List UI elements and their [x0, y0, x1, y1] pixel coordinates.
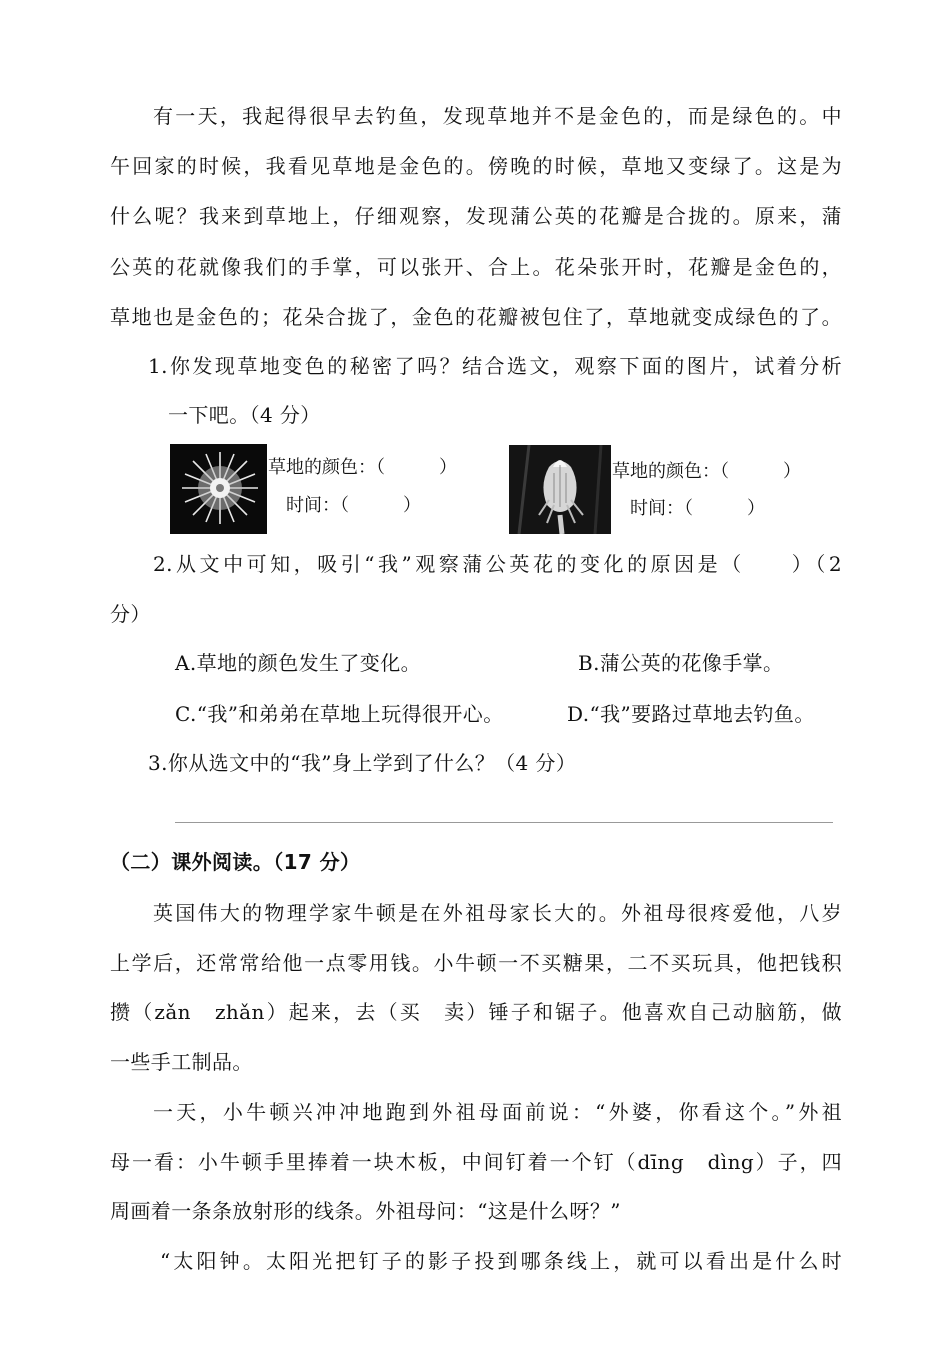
passage-line: 有一天，我起得很早去钓鱼，发现草地并不是金色的，而是绿色的。中	[153, 104, 842, 128]
option-c: C.“我”和弟弟在草地上玩得很开心。	[175, 702, 504, 726]
passage-line: 英国伟大的物理学家牛顿是在外祖母家长大的。外祖母很疼爱他，八岁	[153, 901, 842, 925]
passage-line: 午回家的时候，我看见草地是金色的。傍晚的时候，草地又变绿了。这是为	[110, 154, 842, 178]
passage-line: “太阳钟。太阳光把钉子的影子投到哪条线上，就可以看出是什么时	[160, 1249, 842, 1273]
passage-line: 上学后，还常常给他一点零用钱。小牛顿一不买糖果，二不买玩具，他把钱积	[110, 951, 842, 975]
time-blank-right: 时间：（ ）	[630, 498, 765, 519]
passage-line: 草地也是金色的；花朵合拢了，金色的花瓣被包住了，草地就变成绿色的了。	[110, 305, 842, 329]
answer-line	[175, 822, 833, 823]
passage-line: 攒（zǎn zhǎn）起来，去（买 卖）锤子和锯子。他喜欢自己动脑筋，做	[110, 1000, 842, 1024]
grass-color-blank-right: 草地的颜色：（ ）	[612, 461, 801, 482]
closed-dandelion-image	[509, 445, 611, 534]
option-b: B.蒲公英的花像手掌。	[578, 651, 784, 675]
open-dandelion-icon	[170, 444, 267, 534]
open-dandelion-image	[170, 444, 267, 534]
section-heading: （二）课外阅读。（17 分）	[110, 850, 361, 874]
option-d: D.“我”要路过草地去钓鱼。	[567, 702, 815, 726]
passage-line: 周画着一条条放射形的线条。外祖母问：“这是什么呀？”	[110, 1199, 621, 1223]
question-text: 3.你从选文中的“我”身上学到了什么？（4 分）	[148, 751, 577, 775]
question-text: 2.从文中可知，吸引“我”观察蒲公英花的变化的原因是（ ）（2	[153, 552, 842, 576]
question-text: 1.你发现草地变色的秘密了吗？结合选文，观察下面的图片，试着分析	[148, 354, 842, 378]
passage-line: 公英的花就像我们的手掌，可以张开、合上。花朵张开时，花瓣是金色的，	[110, 255, 842, 279]
passage-line: 一天，小牛顿兴冲冲地跑到外祖母面前说：“外婆，你看这个。”外祖	[153, 1100, 842, 1124]
passage-line: 一些手工制品。	[110, 1050, 253, 1074]
grass-color-blank-left: 草地的颜色：（ ）	[268, 457, 457, 478]
question-text: 分）	[110, 602, 151, 626]
passage-line: 母一看：小牛顿手里捧着一块木板，中间钉着一个钉（dīng dìng）子，四	[110, 1150, 842, 1174]
passage-line: 什么呢？我来到草地上，仔细观察，发现蒲公英的花瓣是合拢的。原来，蒲	[110, 204, 842, 228]
question-text: 一下吧。（4 分）	[168, 403, 321, 427]
closed-dandelion-icon	[509, 445, 611, 534]
time-blank-left: 时间：（ ）	[286, 495, 421, 516]
option-a: A.草地的颜色发生了变化。	[175, 651, 422, 675]
